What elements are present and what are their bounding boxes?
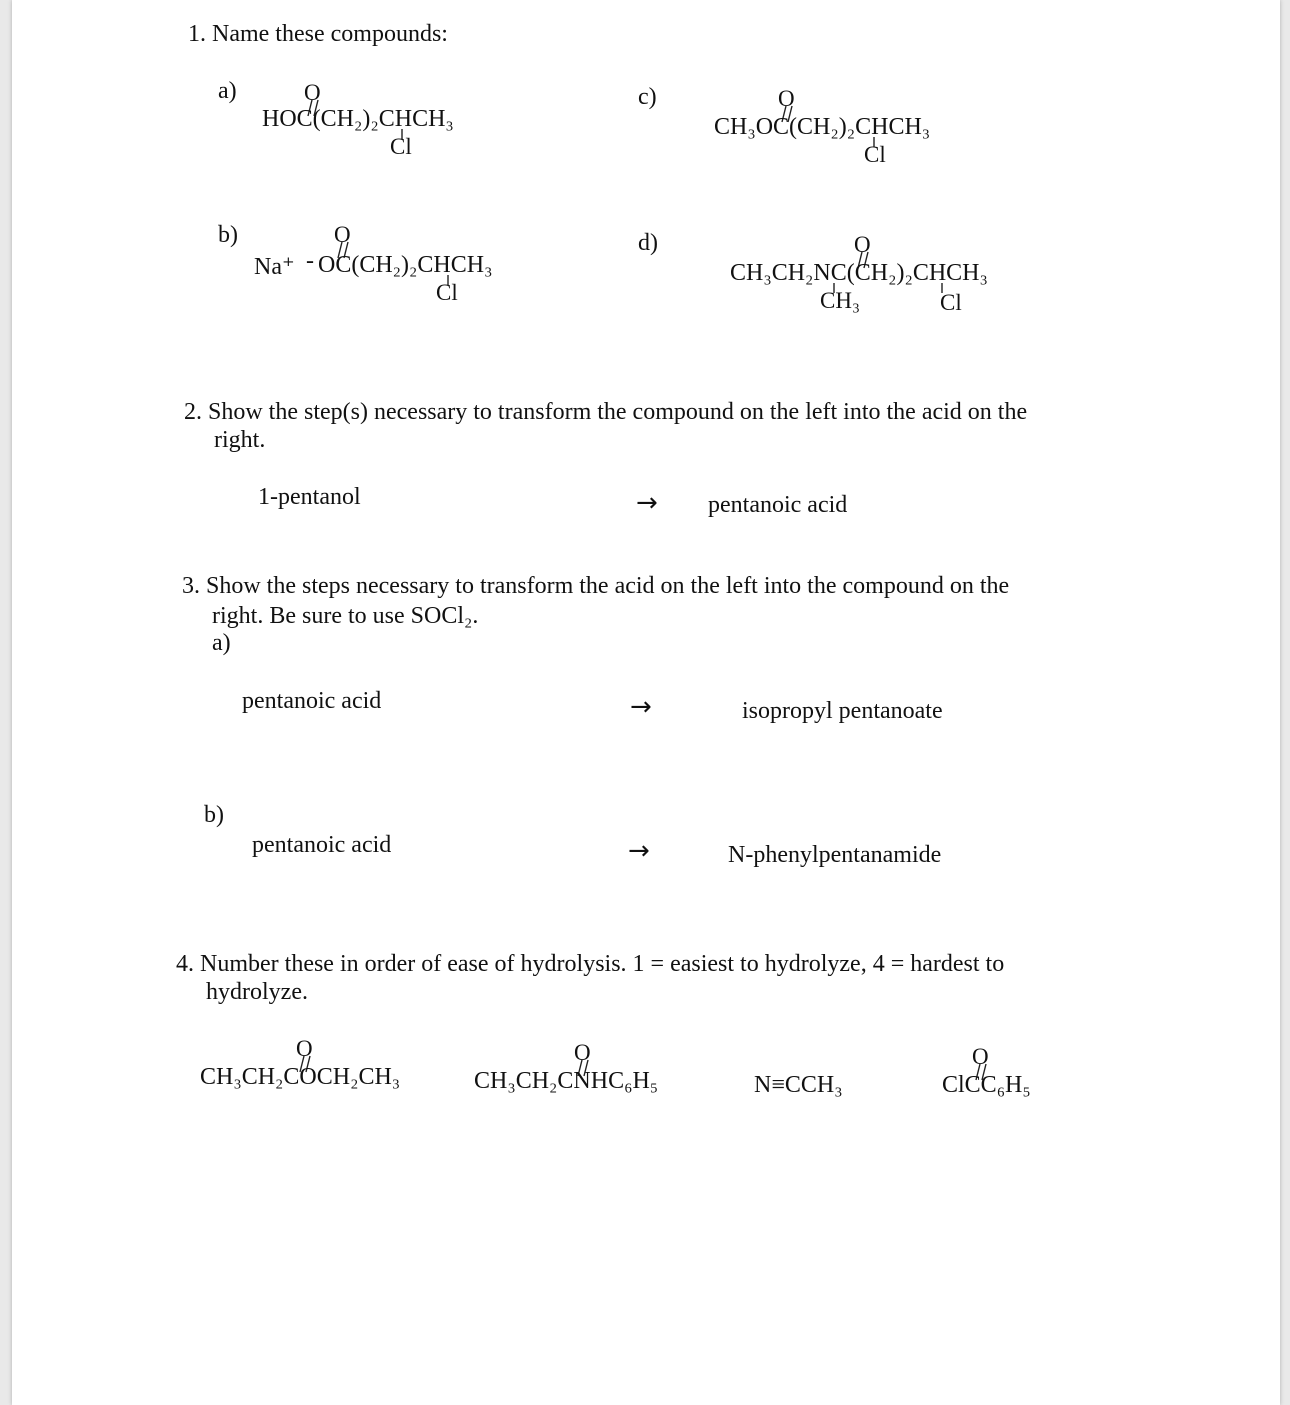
q3-b-label: b) <box>204 802 224 828</box>
chlorine-substituent: Cl <box>940 290 962 315</box>
carbonyl-oxygen: O <box>778 86 795 111</box>
question-2-line-2: right. <box>214 427 266 453</box>
q1-b-structure <box>254 222 534 312</box>
carbonyl-oxygen: O <box>334 222 351 247</box>
q1-b-label: b) <box>218 222 238 248</box>
sodium-cation: Na⁺ <box>254 254 295 280</box>
carbonyl-oxygen: O <box>854 232 871 257</box>
formula-main: CH₃OC(CH₂)₂CHCH₃ <box>714 114 931 140</box>
worksheet-page <box>12 0 1280 1405</box>
q1-c-label: c) <box>638 84 657 110</box>
q3-b-target-compound: N-phenylpentanamide <box>728 842 942 868</box>
q1-c-structure <box>714 86 974 176</box>
q3-a-start-compound: pentanoic acid <box>242 688 382 714</box>
q4-compound-nitrile: N≡CCH₃ <box>754 1072 843 1098</box>
question-3-line-2: right. Be sure to use SOCl₂. <box>212 603 479 629</box>
carbonyl-oxygen: O <box>574 1040 591 1065</box>
question-3-line-1: 3. Show the steps necessary to transform the acid on the left into the compound on the <box>182 573 1010 599</box>
q3-b-start-compound: pentanoic acid <box>252 832 392 858</box>
right-arrow-icon: → <box>628 836 650 866</box>
question-1-text: 1. Name these compounds: <box>188 21 448 47</box>
question-2-line-1: 2. Show the step(s) necessary to transform the compound on the left into the acid on the <box>184 399 1028 425</box>
q1-d-structure <box>730 232 1030 322</box>
chlorine-substituent: Cl <box>390 134 412 159</box>
q1-d-label: d) <box>638 230 658 256</box>
formula-main: CH₃CH₂CNHC₆H₅ <box>474 1068 659 1094</box>
formula-main: CH₃CH₂NC(CH₂)₂CHCH₃ <box>730 260 988 286</box>
q2-target-compound: pentanoic acid <box>708 492 848 518</box>
formula-main: CH₃CH₂COCH₂CH₃ <box>200 1064 401 1090</box>
q2-start-compound: 1-pentanol <box>258 484 361 510</box>
q3-a-target-compound: isopropyl pentanoate <box>742 698 943 724</box>
chlorine-substituent: Cl <box>436 280 458 305</box>
chlorine-substituent: Cl <box>864 142 886 167</box>
q1-a-structure <box>262 80 492 170</box>
q1-a-label: a) <box>218 78 237 104</box>
right-arrow-icon: → <box>636 488 658 518</box>
formula-main: OC(CH₂)₂CHCH₃ <box>318 252 493 278</box>
q4-compound-amide <box>474 1040 704 1110</box>
carbonyl-oxygen: O <box>972 1044 989 1069</box>
q4-compound-acid-chloride <box>942 1044 1082 1114</box>
formula-main: ClCC₆H₅ <box>942 1072 1031 1098</box>
right-arrow-icon: → <box>630 692 652 722</box>
methyl-substituent: CH₃ <box>820 288 860 313</box>
q3-a-label: a) <box>212 630 231 656</box>
formula-main: HOC(CH₂)₂CHCH₃ <box>262 106 454 132</box>
question-4-line-1: 4. Number these in order of ease of hydrolysis. 1 = easiest to hydrolyze, 4 = hardest to <box>176 951 1005 977</box>
carbonyl-oxygen: O <box>296 1036 313 1061</box>
carbonyl-oxygen: O <box>304 80 321 105</box>
question-4-line-2: hydrolyze. <box>206 979 308 1005</box>
negative-charge: - <box>306 248 314 274</box>
q4-compound-ester <box>200 1036 440 1106</box>
